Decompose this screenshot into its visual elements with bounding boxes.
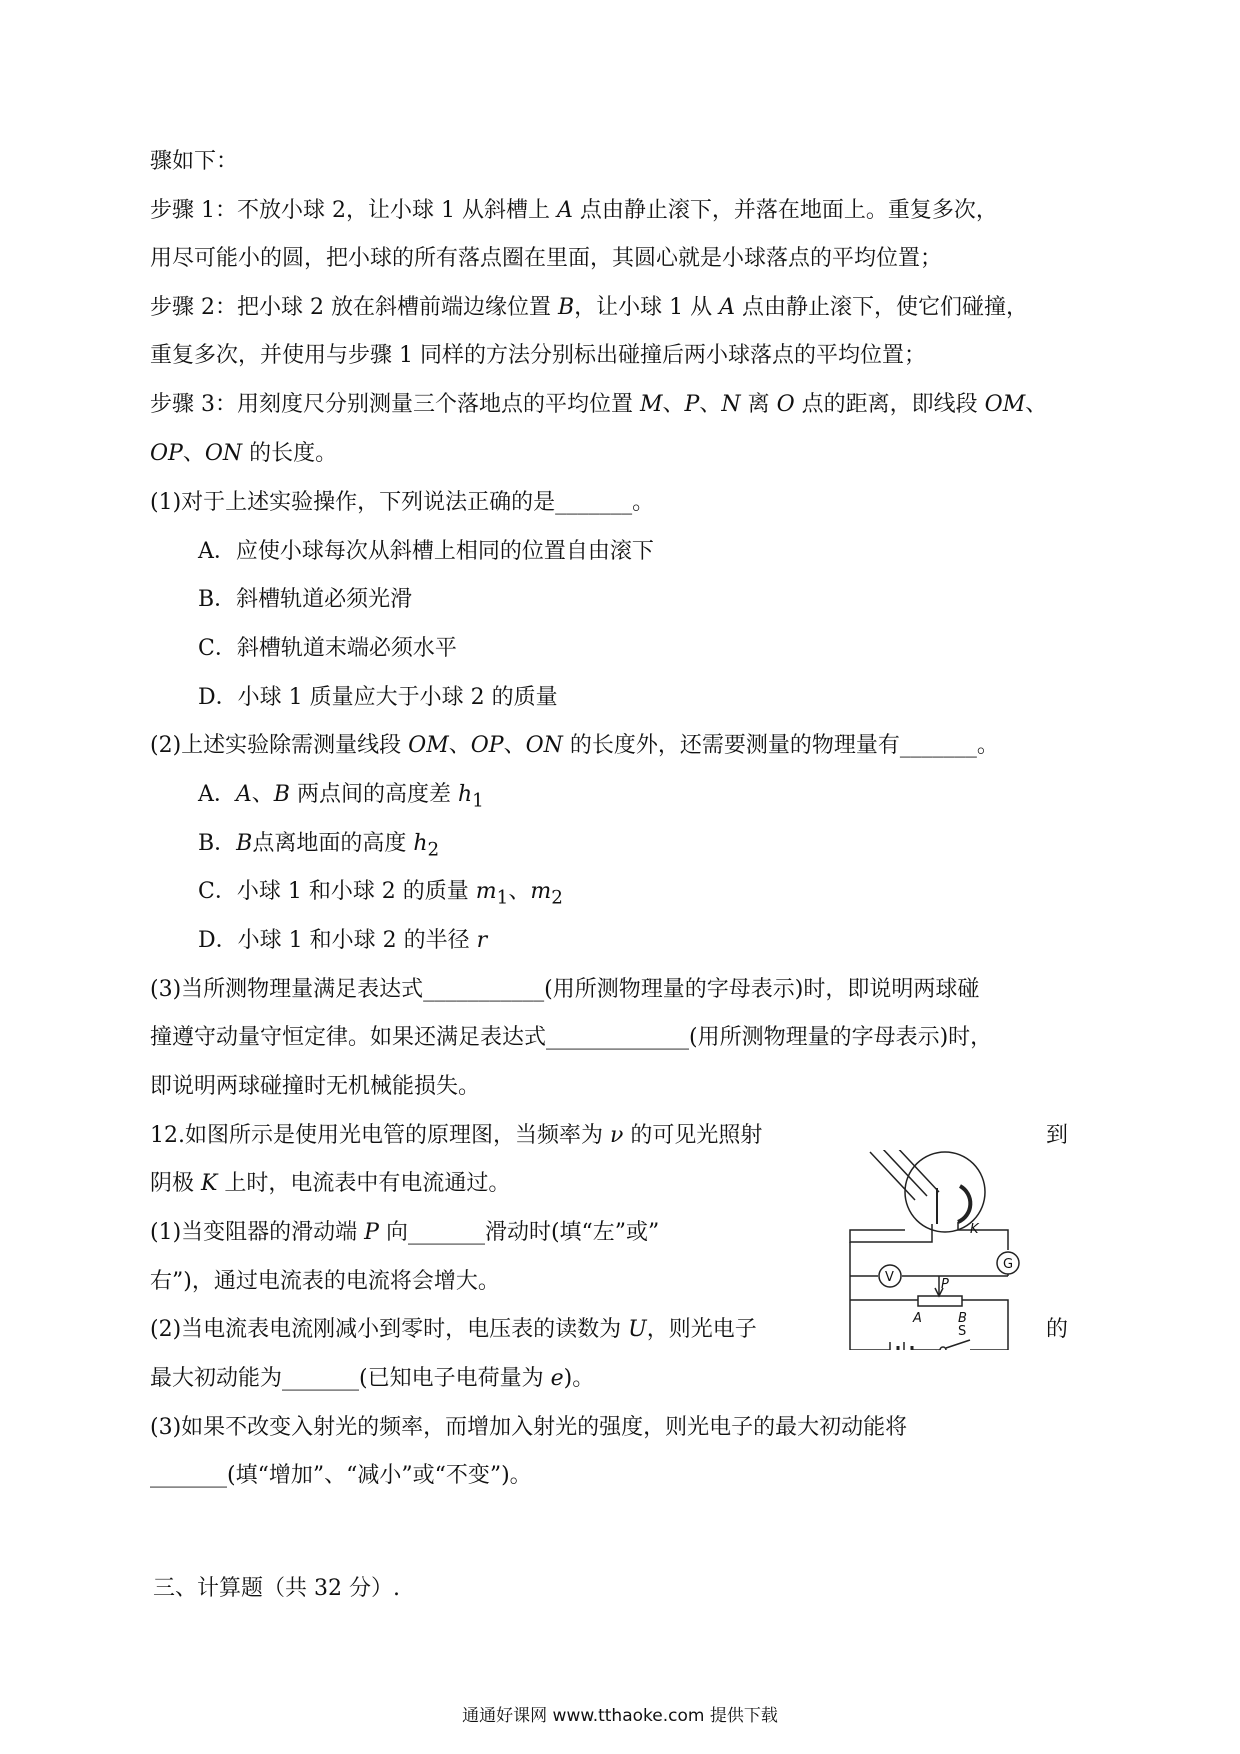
- q2-stem: (2)上述实验除需测量线段 OM、OP、ON 的长度外，还需要测量的物理量有_______。: [150, 733, 999, 758]
- label-v: V: [885, 1270, 894, 1285]
- q1-option-a: A．应使小球每次从斜槽上相同的位置自由滚下: [198, 539, 654, 564]
- q1-option-c: C．斜槽轨道末端必须水平: [198, 636, 457, 661]
- p12-s3-line1: (3)如果不改变入射光的频率，而增加入射光的强度，则光电子的最大初动能将: [150, 1415, 908, 1440]
- label-g: G: [1003, 1257, 1014, 1272]
- step1-line2: 用尽可能小的圆，把小球的所有落点圈在里面，其圆心就是小球落点的平均位置；: [150, 246, 943, 271]
- q2-option-d: D．小球 1 和小球 2 的半径 r: [198, 928, 488, 953]
- step1-line1: 步骤 1：不放小球 2，让小球 1 从斜槽上 A 点由静止滚下，并落在地面上。重复多次，: [150, 198, 998, 223]
- p12-s1-line1: (1)当变阻器的滑动端 P 向_______滑动时(填“左”或”: [150, 1220, 660, 1245]
- p12-line1-end: 到: [1046, 1123, 1069, 1148]
- phototube-bulb: [905, 1152, 985, 1232]
- label-k: K: [970, 1222, 979, 1237]
- page-footer: 通通好课网 www.tthaoke.com 提供下载: [462, 1706, 778, 1726]
- q1-option-d: D．小球 1 质量应大于小球 2 的质量: [198, 685, 558, 710]
- label-s: S: [958, 1324, 967, 1339]
- q3-line3: 即说明两球碰撞时无机械能损失。: [150, 1074, 481, 1099]
- p12-s3-line2: _______(填“增加”、“减小”或“不变”)。: [150, 1463, 532, 1488]
- p12-line1: 12.如图所示是使用光电管的原理图，当频率为 ν 的可见光照射: [150, 1123, 763, 1148]
- wire-anode: [850, 1224, 932, 1242]
- label-b: B: [958, 1311, 967, 1326]
- step3-line1: 步骤 3：用刻度尺分别测量三个落地点的平均位置 M、P、N 离 O 点的距离，即线段 OM、: [150, 392, 1048, 417]
- p12-s2-line1: (2)当电流表电流刚减小到零时，电压表的读数为 U，则光电子: [150, 1317, 757, 1342]
- wire-b: [962, 1300, 1008, 1350]
- p12-s2-line1-end: 的: [1046, 1317, 1069, 1342]
- switch-s: [946, 1340, 970, 1348]
- photoelectric-circuit-diagram: [840, 1150, 1040, 1350]
- step3-line2: OP、ON 的长度。: [150, 441, 338, 466]
- q3-line1: (3)当所测物理量满足表达式___________(用所测物理量的字母表示)时，即说明两球碰: [150, 977, 980, 1002]
- step2-line2: 重复多次，并使用与步骤 1 同样的方法分别标出碰撞后两小球落点的平均位置；: [150, 343, 926, 368]
- cathode-k: [958, 1186, 970, 1222]
- intro-text: 骤如下：: [150, 149, 239, 174]
- q3-line2: 撞遵守动量守恒定律。如果还满足表达式_____________(用所测物理量的字母表示)时，: [150, 1025, 993, 1050]
- label-p: P: [941, 1277, 949, 1292]
- q2-option-a: A．A、B 两点间的高度差 $h_1$: [198, 782, 484, 812]
- switch-contact: [940, 1347, 946, 1350]
- q1-stem: (1)对于上述实验操作，下列说法正确的是_______。: [150, 490, 655, 515]
- section-3-heading: 三、计算题（共 32 分）.: [153, 1576, 400, 1601]
- q2-option-b: B．B点离地面的高度 $h_2$: [198, 831, 440, 861]
- step2-line1: 步骤 2：把小球 2 放在斜槽前端边缘位置 B，让小球 1 从 A 点由静止滚下，使它们碰撞，: [150, 295, 1029, 320]
- label-a: A: [913, 1311, 922, 1326]
- q2-option-c: C．小球 1 和小球 2 的质量 $m_1$、$m_2$: [198, 879, 563, 909]
- p12-s1-line2: 右”)，通过电流表的电流将会增大。: [150, 1269, 500, 1294]
- p12-s2-line2: 最大初动能为_______(已知电子电荷量为 e)。: [150, 1366, 595, 1391]
- p12-line2: 阴极 K 上时，电流表中有电流通过。: [150, 1171, 511, 1196]
- rheostat: [918, 1296, 962, 1306]
- q1-option-b: B．斜槽轨道必须光滑: [198, 587, 413, 612]
